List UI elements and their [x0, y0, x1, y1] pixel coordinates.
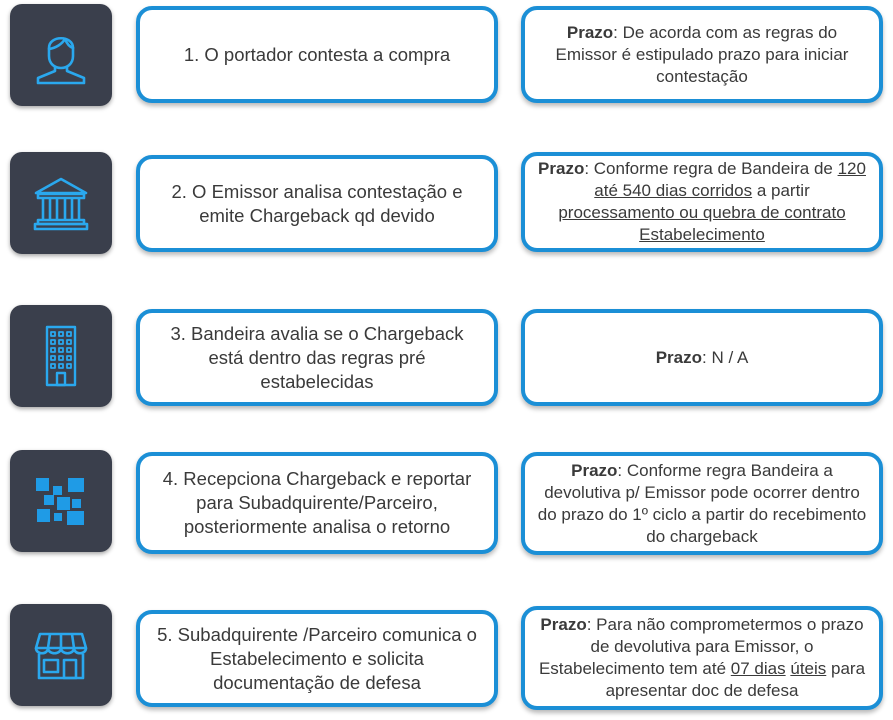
step-5-deadline-label: Prazo: [540, 615, 587, 634]
step-3-deadline-text: Prazo: N / A: [655, 347, 749, 367]
step-2-deadline-label: Prazo: [538, 159, 585, 178]
step-2-text: 2. O Emissor analisa contestação e emite Chargeback qd devido: [171, 180, 463, 226]
step-4-deadline-label: Prazo: [571, 460, 618, 480]
step-2-box: [136, 155, 498, 252]
step-1-text: 1. O portador contesta a compra: [183, 43, 451, 65]
step-5-deadline-text: Prazo: Para não comprometermos o prazo de devolutiva para Emissor, o Estabelecimento tem até 07 dias úteis para apresentar doc de defesa: [538, 615, 866, 700]
storefront-icon: [30, 624, 92, 686]
step-2-deadline-text: Prazo: Conforme regra de Bandeira de 120 até 540 dias corridos a partir processamento ou quebra de contrato Estabelecimento: [538, 159, 866, 244]
step-3-deadline-box: [521, 309, 883, 406]
step-3-icon-tile: [10, 305, 112, 407]
step-3-box: [136, 309, 498, 406]
bank-icon: [30, 172, 92, 234]
step-5-deadline-box: [521, 606, 883, 710]
network-nodes-icon: [30, 470, 92, 532]
step-1-deadline-text: Prazo: De acorda com as regras do Emissor é estipulado prazo para iniciar contestação: [555, 22, 849, 86]
step-1-deadline-box: [521, 6, 883, 103]
step-3-text: 3. Bandeira avalia se o Chargeback está dentro das regras pré estabelecidas: [170, 322, 464, 392]
step-4-box: [136, 452, 498, 554]
step-5-text: 5. Subadquirente /Parceiro comunica o Estabelecimento e solicita documentação de defesa: [157, 623, 477, 693]
step-4-icon-tile: [10, 450, 112, 552]
step-4-text: 4. Recepciona Chargeback e reportar para Subadquirente/Parceiro, posteriormente analisa o retorno: [162, 468, 472, 537]
step-5-box: [136, 610, 498, 707]
step-4-deadline-text: Prazo: Conforme regra Bandeira a devolutiva p/ Emissor pode ocorrer dentro do prazo do 1º ciclo a partir do recebimento do chargeback: [537, 460, 867, 546]
office-building-icon: [30, 321, 92, 391]
step-2-deadline-box: [521, 152, 883, 252]
person-icon: [30, 24, 92, 86]
step-4-deadline-box: [521, 452, 883, 555]
step-1-icon-tile: [10, 4, 112, 106]
step-1-box: [136, 6, 498, 103]
step-3-deadline-label: Prazo: [655, 347, 702, 367]
step-2-icon-tile: [10, 152, 112, 254]
step-1-deadline-label: Prazo: [566, 22, 614, 42]
step-5-icon-tile: [10, 604, 112, 706]
